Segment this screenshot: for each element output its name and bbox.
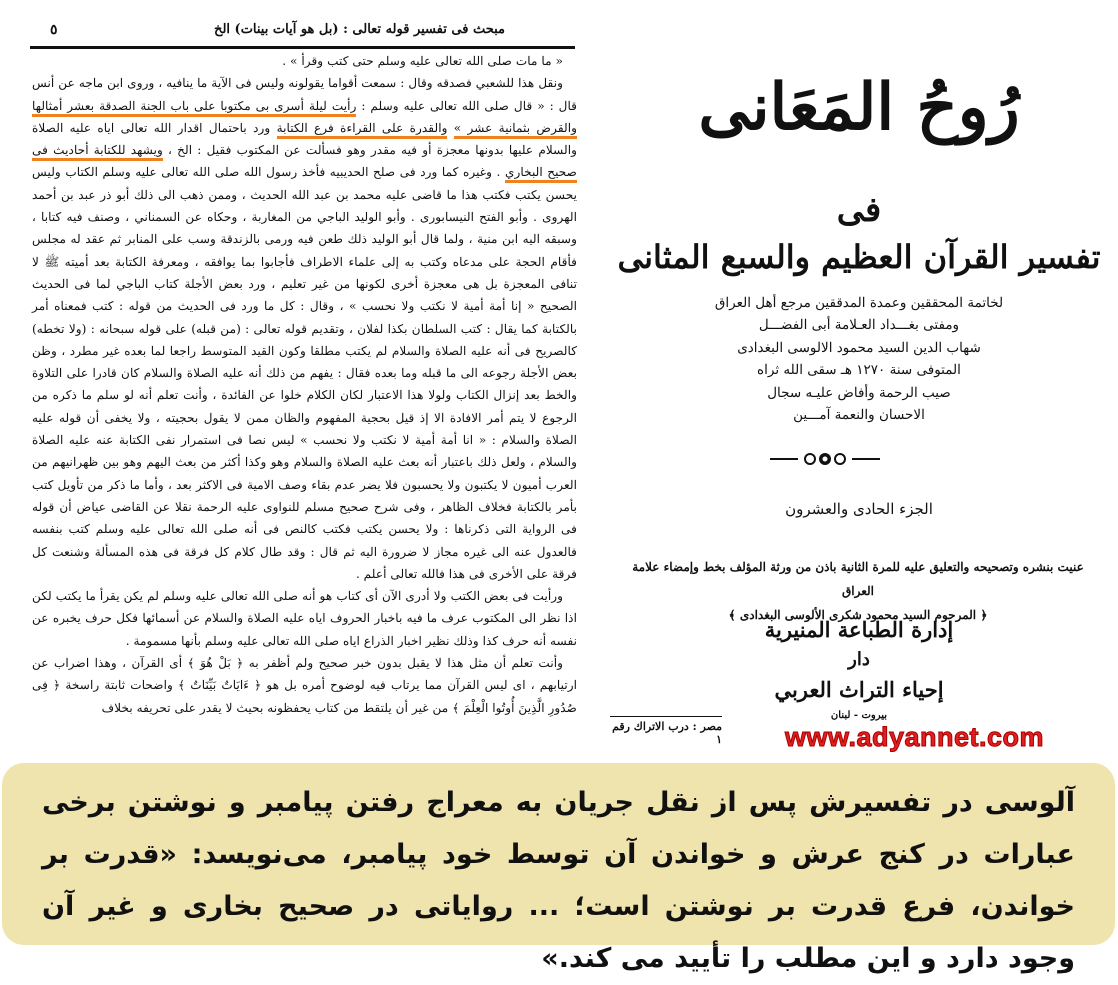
text-segment: ورأيت فى بعض الكتب ولا أدرى الآن أى كتاب هو أنه صلى الله تعالى عليه وسلم لم يكن يقرأ ما يكتب لكن اذا نظر الى المكتوب عرف ما فيه باخبار الحروف اياه عليه الصلاة والسلام عن أسمائها فكل حرف يخبره عن نفسه أنه حرف كذا وذلك نظير اخبار الذراع اياه صلى الله تعالى عليه وسلم بأنها مسمومة .: [32, 589, 577, 648]
page-number: ٥: [50, 22, 58, 38]
ornament-divider-icon: [770, 452, 880, 466]
body-paragraph: [32, 72, 577, 585]
text-segment: [447, 121, 453, 135]
editor-note-line: عنيت بنشره وتصحيحه والتعليق عليه للمرة الثانية باذن من ورثة المؤلف بخط وإمضاء علامة العراق: [632, 560, 1084, 598]
author-line: شهاب الدين السيد محمود الالوسى البغدادى: [737, 339, 981, 356]
title-connector: فى: [836, 190, 882, 230]
author-block: [600, 292, 1118, 426]
body-paragraph: [32, 652, 577, 719]
editor-note-line: ﴿ المرحوم السيد محمود شكرى الألوسى البغدادى ﴾: [728, 608, 988, 622]
highlighted-phrase: ويشهد للكتابة أحاديث فى صحيح البخاري: [32, 143, 577, 183]
right-title-page: [600, 0, 1118, 760]
book-subtitle: تفسير القرآن العظيم والسبع المثانى: [617, 238, 1101, 276]
text-segment: ونقل هذا للشعبي فصدقه وقال : سمعت أقواما يقولونه وليس فى الآية ما ينافيه ، وروى ابن ماجه عن أنس قال : « قال صلى الله تعالى عليه وسلم :: [32, 76, 578, 113]
text-segment: وأنت تعلم أن مثل هذا لا يقبل بدون خبر صحيح ولم أظفر به ﴿ بَلْ هُوَ ﴾ أى القرآن ، وهذا اضراب عن ارتيابهم ، اى ليس القرآن مما يرتاب فيه لوضوح أمره بل هو ﴿ ءَايَاتٌ بَيِّنَاتٌ ﴾ واضحات ثابتة راسخة ﴿ فِى صُدُورِ الَّذِينَ أُوتُوا الْعِلْمَ ﴾ من غير أن يلتقط من كتاب يحفظونه بحيث لا يقدر على تحريفه بخلاف: [32, 656, 577, 715]
caption-box: [2, 763, 1115, 974]
volume-label: الجزء الحادى والعشرون: [785, 500, 933, 518]
book-title: رُوحُ المَعَانى: [698, 70, 1020, 145]
author-line: المتوفى سنة ١٢٧٠ هـ سقى الله ثراه: [757, 362, 961, 379]
author-line: لخاتمة المحققين وعمدة المدققين مرجع أهل العراق: [714, 295, 1004, 311]
text-segment: « ما مات صلى الله تعالى عليه وسلم حتى كتب وقرأ » .: [282, 54, 563, 68]
body-paragraph: [32, 50, 577, 72]
author-line: الاحسان والنعمة آمـــين: [793, 407, 925, 424]
highlighted-phrase: والقدرة على القراءة فرع الكتابة: [277, 121, 448, 139]
left-book-page: [0, 0, 600, 760]
text-segment: . وغيره كما ورد فى صلح الحديبيه فأخذ رسول الله صلى الله تعالى عليه وسلم الكتاب وليس يحسن يكتب فكتب هذا ما قاضى عليه محمد بن عبد الله الحديث ، وممن ذهب الى ذلك أبو ذر عبد بن أحمد الهروى . وأبو الفتح النيسابورى . وأبو الوليد الباجي من المغاربة ، وحكاه عن السمناني ، وصنف فيه كتابا ، وسبقه اليه ابن منية ، ولما قال أبو الوليد ذلك طعن فيه ورمى بالزندقة وسب على المنابر ثم عقد له مجلس فأقام الحجة على مدعاه وكتب به إلى علماء الاطراف فأجابوا بما يوافقه ، ومعرفة الكتابة بعد أميته ﷺ لا تنافى المعجزة بل هى معجزة أخرى لكونها من غير تعليم ، ورد بعض الأجلة كتاب الباجي لما فى الحديث الصحيح « إنا أمة أمية لا نكتب ولا نحسب » ، وقال : كل ما ورد فى الحديث من قوله : كتب فمعناه أمر بالكتابة كما يقال : كتب السلطان بكذا لفلان ، وتقديم قوله تعالى : (من قبله) على قوله سبحانه : (ولا تخطه) كالصريح فى أنه عليه الصلاة والسلام لم يكتب مطلقا وكون القيد المتوسط راجعا لما بعده غير مطرد ، وظن بعض الأجلة رجوعه الى ما قبله وما بعده فقال : يفهم من ذلك أنه عليه الصلاة والسلام كان قادرا على التلاوة والخط بعد إنزال الكتاب ولولا هذا الاعتبار لكان الكلام خلوا عن الفائدة ، وأنت تعلم أنه لو سلم ما ذكره من الرجوع لا يتم أمر الافادة الا إذ قيل بحجية المفهوم والظان ممن لا يقول بحجيته ، ولا يخفى أن قوله عليه الصلاة والسلام : « انا أمة أمية لا نكتب ولا نحسب » ليس نصا فى استمرار نفى الكتابة عنه عليه الصلاة والسلام ، ولعل ذلك باعتبار أنه بعث عليه الصلاة والسلام وهو وكذا أكثر من بعث اليهم وهو بين ظهرانيهم من العرب أميون لا يكتبون ولا يحسبون فلا يضر عدم بقاء وصف الامية فى الاكثر بعد ، وأما ما ذكر من تأويل كتب بأمر بالكتابة فخلاف الظاهر ، وفى شرح صحيح مسلم للنواوى عليه الرحمة نقلا عن القاضى عياض أن قوله فى الرواية التى ذكرناها : ولا يحسن يكتب فكتب كالنص فى أنه صلى الله تعالى عليه وسلم كتب بنفسه فالعدول عنه الى غيره مجاز لا ضرورة اليه ثم قال : وقد طال كلام كل فرقة فى هذه المسألة وشنعت كل فرقة على الأخرى فى هذا فالله تعالى أعلم .: [32, 165, 577, 581]
author-line: ومفتى بغـــداد العـلامة أبى الفضـــل: [758, 317, 960, 334]
text-segment: ورد باحتمال اقدار الله تعالى اياه عليه الصلاة والسلام عليها بدونها معجزة أو فيه مقدر وهو فسألت عن المكتوب فقيل : الخ ،: [32, 120, 577, 158]
publisher-city: بيروت - لبنان: [830, 710, 888, 721]
running-header: [30, 20, 575, 49]
egypt-address: مصر : درب الاتراك رقم ١: [610, 716, 722, 746]
publisher-connector: دار: [848, 649, 870, 670]
caption-text: آلوسی در تفسیرش پس از نقل جریان به معراج رفتن پیامبر و نوشتن برخی عبارات در کنج عرش و خواندن آن توسط خود پیامبر، می‌نویسد: «قدرت بر خواندن، فرع قدرت بر نوشتن است؛ ... روایاتی در صحیح بخاری و غیر آن وجود دارد و این مطلب را تأیید می کند.»: [42, 787, 1075, 974]
publisher-name: إدارة الطباعة المنيرية: [764, 617, 954, 642]
running-title: مبحث فى تفسير قوله تعالى : (بل هو آيات بينات) الخ: [214, 22, 505, 37]
author-line: صيب الرحمة وأفاض عليـه سجال: [767, 384, 951, 401]
publisher-block: [600, 615, 1118, 705]
body-paragraph: [32, 585, 577, 652]
page-body-text: [32, 50, 577, 719]
publisher-name-2: إحياء التراث العربي: [774, 677, 944, 702]
site-watermark: www.adyannet.com: [785, 722, 1045, 752]
highlighted-phrase: رأيت ليلة أسرى بى مكتوبا على باب الجنة الصدقة بعشر أمثالها والقرض بثمانية عشر »: [32, 99, 577, 139]
